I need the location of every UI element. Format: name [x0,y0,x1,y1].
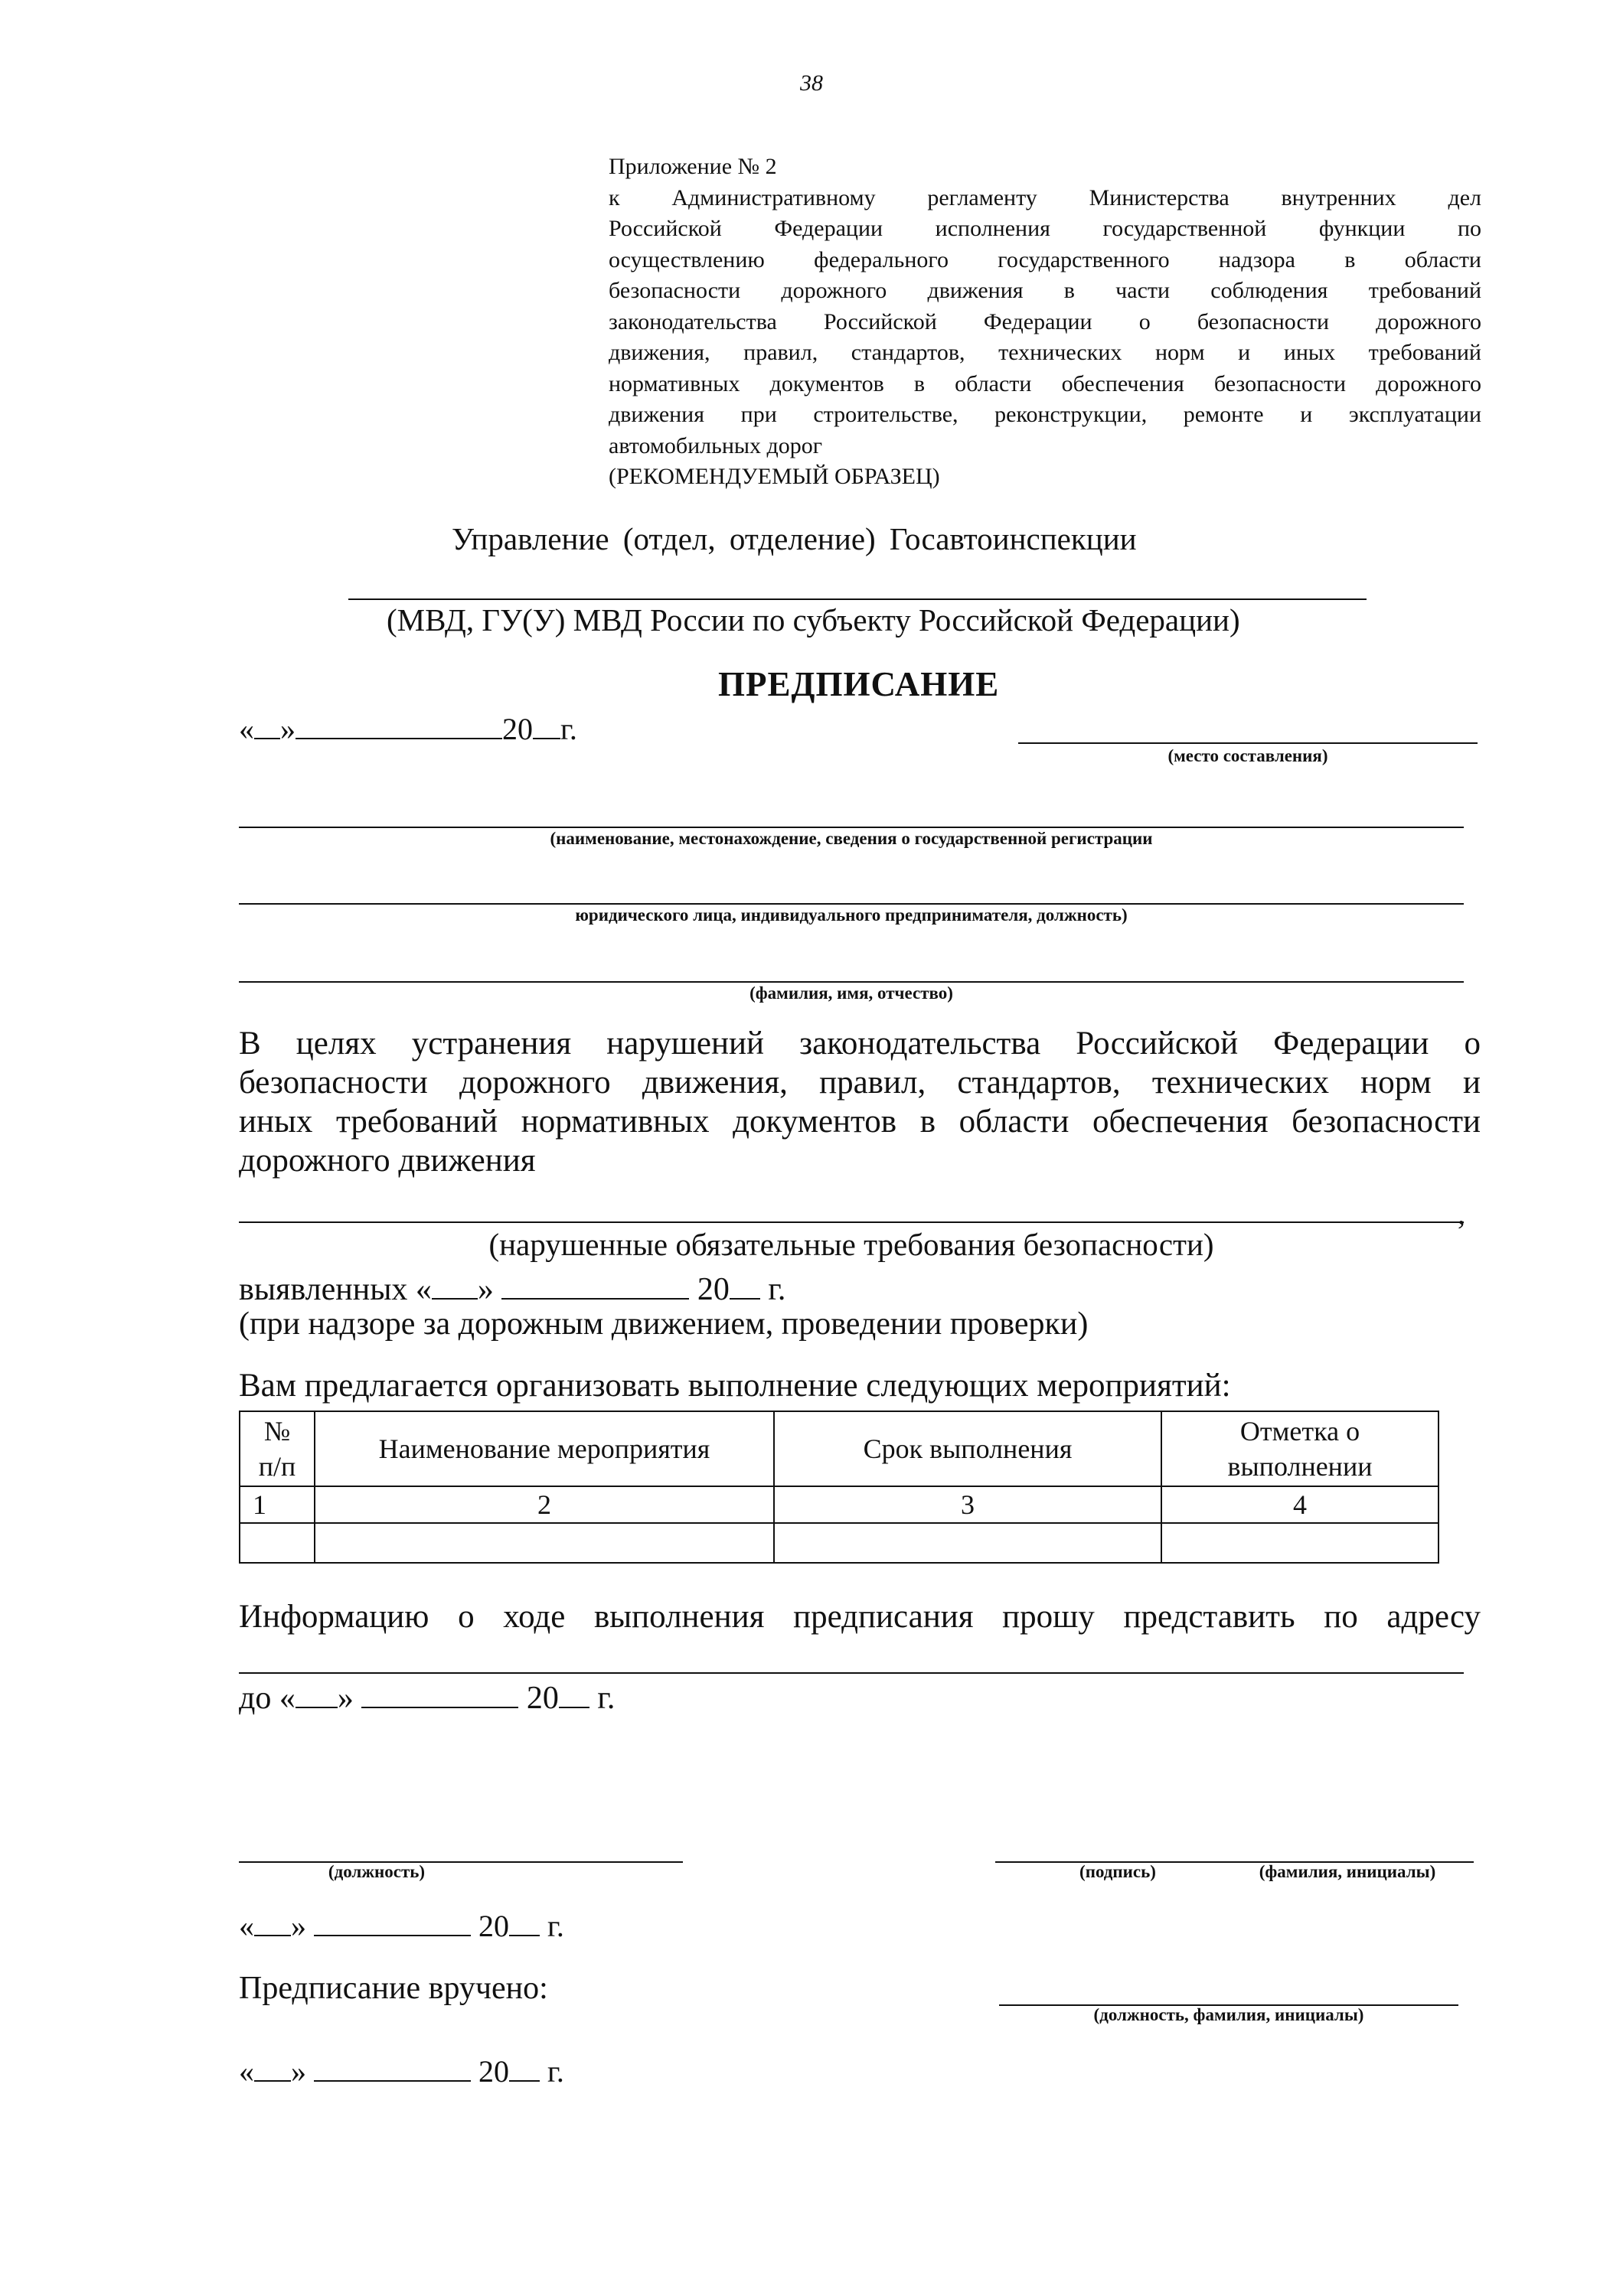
year-suffix: г. [547,1909,564,1943]
violations-caption: (нарушенные обязательные требования безопасности) [488,1227,1214,1262]
year-blank [509,1904,540,1936]
signature-date [239,1904,564,1944]
table-row [240,1523,1438,1563]
delivery-date [239,2050,564,2089]
appendix-block [609,152,1481,493]
year-blank [509,2050,540,2082]
entity-underline [239,903,1464,905]
year-prefix: 20 [478,2054,509,2089]
date-open-quote: « [239,2054,254,2089]
main-paragraph [239,1024,1481,1180]
paragraph-line: В целях устранения нарушений законодательства Российской Федерации о [239,1026,1481,1062]
detected-context: (при надзоре за дорожным движением, проведении проверки) [239,1306,1089,1342]
date-open-quote: « [415,1272,432,1307]
header-number [240,1411,315,1486]
empty-cell [774,1523,1161,1563]
header-mark-line2: выполнении [1227,1451,1373,1482]
index-cell: 2 [315,1486,774,1523]
authority-line: Управление (отдел, отделение) Госавтоинспекции [452,521,1137,556]
measures-intro: Вам предлагается организовать выполнение следующих мероприятий: [239,1368,1231,1404]
date-close-quote: » [291,2054,306,2089]
year-blank [533,707,560,739]
year-prefix: 20 [697,1272,730,1307]
paragraph-last-line: дорожного движения [239,1143,536,1179]
appendix-line: движения при строительстве, реконструкции, ремонте и эксплуатации [609,402,1481,427]
header-deadline: Срок выполнения [774,1411,1161,1486]
name-location-underline [239,827,1464,828]
day-blank [432,1266,478,1300]
position-caption: (должность) [328,1862,426,1881]
month-blank [501,1266,689,1300]
month-blank [361,1675,518,1708]
sample-note: (РЕКОМЕНДУЕМЫЙ ОБРАЗЕЦ) [609,464,940,489]
appendix-line: Российской Федерации исполнения государственной функции по [609,216,1481,241]
date-close-quote: » [280,712,296,746]
date-close-quote: » [337,1681,354,1716]
appendix-line: к Административному регламенту Министерства внутренних дел [609,184,1481,210]
until-label: до [239,1681,272,1716]
place-caption: (место составления) [1167,746,1328,765]
appendix-title: Приложение № 2 [609,154,777,179]
index-cell: 3 [774,1486,1161,1523]
signature-caption: (подпись) [1079,1862,1156,1881]
date-close-quote: » [291,1909,306,1943]
appendix-line: движения, правил, стандартов, технических норм и иных требований [609,340,1481,365]
year-suffix: г. [597,1681,616,1716]
appendix-line: законодательства Российской Федерации о безопасности дорожного [609,308,1481,334]
paragraph-line: безопасности дорожного движения, правил, стандартов, технических норм и [239,1065,1481,1101]
year-suffix: г. [547,2054,564,2089]
entity-caption: юридического лица, индивидуального предпринимателя, должность) [575,905,1128,925]
day-blank [254,2050,291,2082]
report-text: Информацию о ходе выполнения предписания прошу представить по адресу [239,1599,1481,1635]
address-underline [239,1672,1464,1674]
index-cell: 1 [240,1486,315,1523]
month-blank [296,707,502,739]
name-location-caption: (наименование, местонахождение, сведения о государственной регистрации [550,829,1153,848]
authority-subtitle: (МВД, ГУ(У) МВД России по субъекту Российской Федерации) [387,602,1240,638]
date-open-quote: « [239,1909,254,1943]
fio-caption: (фамилия, имя, отчество) [749,983,953,1003]
year-blank [730,1266,760,1300]
day-blank [254,707,280,739]
header-number-line1: № [263,1416,291,1446]
table-index-row [240,1486,1438,1523]
document-title: ПРЕДПИСАНИЕ [718,665,1000,703]
appendix-last-line: автомобильных дорог [609,432,823,458]
date-open-quote: « [279,1681,296,1716]
header-mark [1161,1411,1438,1486]
year-blank [559,1675,589,1708]
month-blank [314,2050,471,2082]
date-open-quote: « [239,712,254,746]
fio-underline [239,981,1464,983]
empty-cell [315,1523,774,1563]
recipient-caption: (должность, фамилия, инициалы) [1093,2005,1364,2024]
measures-table [239,1411,1439,1564]
surname-initials-caption: (фамилия, инициалы) [1259,1862,1436,1881]
delivered-label: Предписание вручено: [239,1971,548,2006]
paragraph-line: иных требований нормативных документов в области обеспечения безопасности [239,1104,1481,1140]
place-underline [1018,742,1478,744]
empty-cell [240,1523,315,1563]
date-close-quote: » [477,1272,494,1307]
detected-label: выявленных [239,1272,408,1307]
year-prefix: 20 [526,1681,559,1716]
violations-comma: , [1458,1196,1465,1231]
appendix-line: осуществлению федерального государственного надзора в области [609,246,1481,272]
page-number: 38 [800,70,823,96]
appendix-line: безопасности дорожного движения в части соблюдения требований [609,278,1481,303]
appendix-line: нормативных документов в области обеспечения безопасности дорожного [609,370,1481,396]
table-header-row [240,1411,1438,1486]
year-prefix: 20 [502,712,533,746]
day-blank [254,1904,291,1936]
report-deadline [239,1675,615,1717]
day-blank [296,1675,338,1708]
authority-underline [348,598,1367,600]
empty-cell [1161,1523,1438,1563]
issue-date [239,707,577,747]
year-suffix: г. [560,712,577,746]
index-cell: 4 [1161,1486,1438,1523]
header-number-line2: п/п [258,1451,296,1482]
year-prefix: 20 [478,1909,509,1943]
year-suffix: г. [768,1272,786,1307]
header-mark-line1: Отметка о [1239,1416,1360,1446]
month-blank [314,1904,471,1936]
violations-underline [239,1221,1464,1223]
detected-date [239,1266,785,1308]
header-name: Наименование мероприятия [315,1411,774,1486]
